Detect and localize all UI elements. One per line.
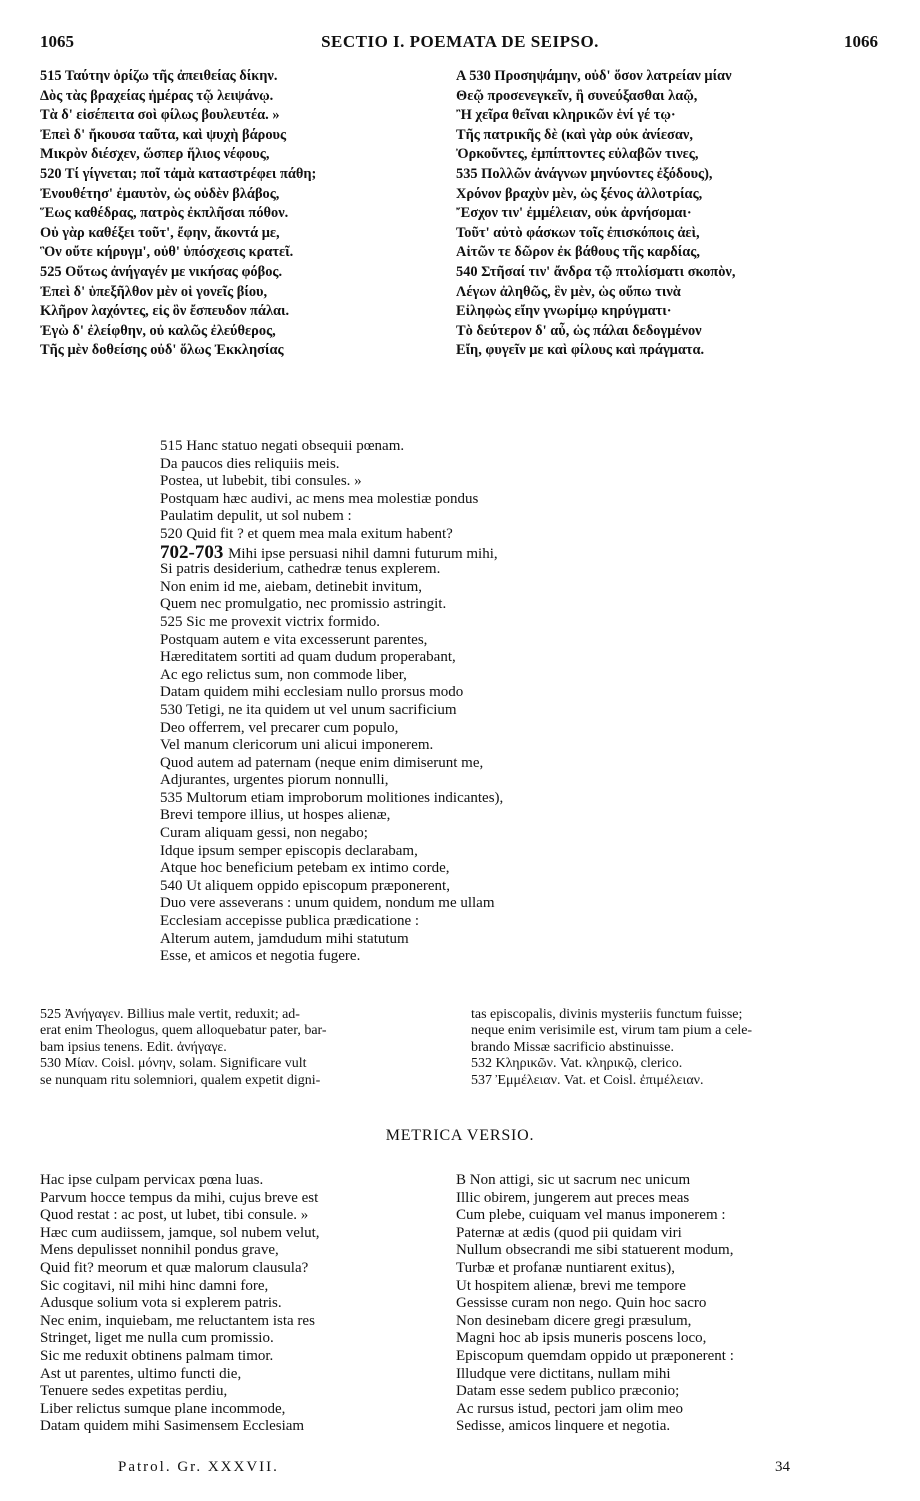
latin-line: 525 Sic me provexit victrix formido. <box>160 613 380 630</box>
verse-line: Datam quidem mihi Sasimensem Ecclesiam <box>40 1418 305 1435</box>
latin-line: Hæreditatem sortiti ad quam dudum properabant, <box>160 649 456 666</box>
greek-line: Οὐ γὰρ καθέξει τοῦτ', ἔφην, ἄκοντά με, <box>40 224 280 241</box>
verse-line: Adusque solium vota si explerem patris. <box>40 1295 282 1312</box>
page-number-right: 1066 <box>844 32 878 51</box>
greek-line: Ὃν οὔτε κήρυγμ', οὐθ' ὑπόσχεσις κρατεῖ. <box>40 244 294 261</box>
footnote-line: 525 Ἀνήγαγεν. Billius male vertit, reduxit; ad- <box>40 1007 300 1022</box>
verse-line: Non desinebam dicere gregi præsulum, <box>456 1312 692 1329</box>
latin-line: Postea, ut lubebit, tibi consules. » <box>160 473 362 490</box>
column-marker: 702-703 <box>160 541 229 563</box>
footnote-line: 530 Μίαν. Coisl. μόνην, solam. Significare vult <box>40 1056 307 1072</box>
verse-line: Tenuere sedes expetitas perdiu, <box>40 1383 228 1400</box>
footnote-line: se nunquam ritu solemniori, qualem expetit digni- <box>40 1072 321 1088</box>
latin-line: Duo vere asseverans : unum quidem, nondum me ullam <box>160 895 495 912</box>
greek-line: 520 Τί γίγνεται; ποῖ τἀμὰ καταστρέφει πάθη; <box>40 165 317 182</box>
verse-line: Sic cogitavi, nil mihi hinc damni fore, <box>40 1277 269 1294</box>
greek-line: Τοῦτ' αὐτὸ φάσκων τοῖς ἐπισκόποις ἀεὶ, <box>456 224 700 241</box>
latin-line: Idque ipsum semper episcopis declarabam, <box>160 842 418 859</box>
latin-line: Adjurantes, urgentes piorum nonnulli, <box>160 772 389 789</box>
greek-line: 515 Ταύτην ὁρίζω τῆς ἀπειθείας δίκην. <box>40 68 278 84</box>
footnote-line: brando Missæ sacrificio abstinuisse. <box>471 1039 674 1055</box>
latin-line: Ac ego relictus sum, non commode liber, <box>160 666 407 683</box>
footnotes-right <box>471 1007 881 1089</box>
footer-source: Patrol. Gr. XXXVII. <box>118 1459 279 1475</box>
page-number-left: 1065 <box>40 32 74 51</box>
greek-line: Ἐνουθέτησ' ἐμαυτὸν, ὡς οὐδὲν βλάβος, <box>40 185 280 202</box>
latin-line: Deo offerrem, vel precarer cum populo, <box>160 719 399 736</box>
verse-line: Quod restat : ac post, ut lubet, tibi consule. » <box>40 1207 309 1224</box>
verse-line: Parvum hocce tempus da mihi, cujus breve est <box>40 1189 319 1206</box>
greek-line: Ἕως καθέδρας, πατρὸς ἐκπλῆσαι πόθον. <box>40 205 289 222</box>
footnote-line: bam ipsius tenens. Edit. ἀνήγαγε. <box>40 1039 227 1055</box>
latin-line: Ecclesiam accepisse publica prædicatione : <box>160 913 420 930</box>
metrical-version-left <box>40 1172 460 1436</box>
verse-line: Liber relictus sumque plane incommode, <box>40 1400 286 1417</box>
greek-line: Εἰληφὼς εἴην γνωρίμῳ κηρύγματι· <box>456 303 672 320</box>
latin-line: Alterum autem, jamdudum mihi statutum <box>160 930 409 947</box>
latin-line: Datam quidem mihi ecclesiam nullo prorsus modo <box>160 684 464 701</box>
latin-line: 530 Tetigi, ne ita quidem ut vel unum sacrificium <box>160 701 457 718</box>
verse-line: Ast ut parentes, ultimo functi die, <box>40 1365 242 1382</box>
latin-line: Quod autem ad paternam (neque enim dimiserunt me, <box>160 754 484 771</box>
latin-line: Brevi tempore illius, ut hospes alienæ, <box>160 807 391 824</box>
latin-line: 535 Multorum etiam improborum molitiones indicantes), <box>160 789 504 806</box>
verse-line: Ac rursus istud, pectori jam olim meo <box>456 1400 684 1417</box>
verse-line: Hæc cum audiissem, jamque, sol nubem velut, <box>40 1224 320 1241</box>
footnote-line: tas episcopalis, divinis mysteriis functum fuisse; <box>471 1007 743 1022</box>
greek-line: Ἔσχον τιν' ἐμμέλειαν, οὐκ ἀρνήσομαι· <box>456 205 692 222</box>
latin-line: Non enim id me, aiebam, detinebit invitum, <box>160 578 423 595</box>
latin-line: Postquam autem e vita excesserunt parentes, <box>160 631 428 648</box>
verse-line: Cum plebe, cuiquam vel manus imponerem : <box>456 1207 726 1224</box>
greek-line: Εἴη, φυγεῖν με καὶ φίλους καὶ πράγματα. <box>456 342 705 359</box>
verse-line: Mens depulisset nonnihil pondus grave, <box>40 1242 279 1259</box>
verse-line: Gessisse curam non nego. Quin hoc sacro <box>456 1295 707 1312</box>
footer-signature: 34 <box>775 1459 790 1475</box>
footnote-line: 532 Κληρικῶν. Vat. κληρικῷ, clerico. <box>471 1056 683 1072</box>
greek-line: Ἐπεὶ δ' ἤκουσα ταῦτα, καὶ ψυχὴ βάρους <box>40 126 287 143</box>
greek-line: Τῆς μὲν δοθείσης οὐδ' ὅλως Ἐκκλησίας <box>40 342 284 359</box>
greek-line: 535 Πολλῶν ἀνάγνων μηνύοντες ἐξόδους), <box>456 165 713 182</box>
greek-line: Λέγων ἀληθῶς, ἓν μὲν, ὡς οὔπω τινὰ <box>456 283 681 300</box>
greek-line: Κλῆρον λαχόντες, εἰς ὃν ἔσπευδον πάλαι. <box>40 303 290 320</box>
verse-line: Nec enim, inquiebam, me reluctantem ista res <box>40 1312 315 1329</box>
greek-line: Δὸς τὰς βραχείας ἡμέρας τῷ λειψάνῳ. <box>40 87 274 104</box>
greek-text-right-column <box>456 67 886 361</box>
greek-line: A 530 Προσηψάμην, οὐδ' ὅσον λατρείαν μίαν <box>456 68 732 84</box>
footnotes-left <box>40 1007 450 1089</box>
greek-line: Ἐπεὶ δ' ὑπεξῆλθον μὲν οἱ γονεῖς βίου, <box>40 283 268 300</box>
latin-translation <box>160 438 720 966</box>
verse-line: Stringet, liget me nulla cum promissio. <box>40 1330 274 1347</box>
greek-line: Ὀρκοῦντες, ἐμπίπτοντες εὐλαβῶν τινες, <box>456 146 699 163</box>
greek-line: Θεῷ προσενεγκεῖν, ἢ συνεύξασθαι λαῷ, <box>456 87 698 104</box>
greek-line: Τὰ δ' εἰσέπειτα σοὶ φίλως βουλευτέα. » <box>40 107 280 124</box>
greek-line: Χρόνον βραχὺν μὲν, ὡς ξένος ἀλλοτρίας, <box>456 185 703 202</box>
verse-line: Episcopum quemdam oppido ut præponerent : <box>456 1347 734 1364</box>
verse-line: Magni hoc ab ipsis muneris poscens loco, <box>456 1330 707 1347</box>
latin-line-text: Mihi ipse persuasi nihil damni futurum mihi, <box>228 545 498 562</box>
verse-line: Turbæ et profanæ nuntiarent exitus), <box>456 1259 676 1276</box>
latin-line: Postquam hæc audivi, ac mens mea molestiæ pondus <box>160 490 479 507</box>
latin-line <box>160 541 720 563</box>
greek-line: Αἰτῶν τε δῶρον ἐκ βάθους τῆς καρδίας, <box>456 244 700 261</box>
verse-line: Illic obirem, jungerem aut preces meas <box>456 1189 690 1206</box>
greek-line: Τῆς πατρικῆς δὲ (καὶ γὰρ οὐκ ἀνίεσαν, <box>456 126 693 143</box>
latin-line: Paulatim depulit, ut sol nubem : <box>160 508 352 525</box>
verse-line: Quid fit? meorum et quæ malorum clausula? <box>40 1259 309 1276</box>
latin-line: Quem nec promulgatio, nec promissio astringit. <box>160 596 447 613</box>
verse-line: Illudque vere dictitans, nullam mihi <box>456 1365 671 1382</box>
latin-line: 540 Ut aliquem oppido episcopum præponerent, <box>160 877 450 894</box>
footnote-line: erat enim Theologus, quem alloquebatur pater, bar- <box>40 1023 327 1039</box>
latin-line: Curam aliquam gessi, non negabo; <box>160 825 368 842</box>
footnote-line: neque enim verisimile est, virum tam pium a cele- <box>471 1023 753 1039</box>
latin-line: Atque hoc beneficium petebam ex intimo corde, <box>160 860 450 877</box>
latin-line: 520 Quid fit ? et quem mea mala exitum habent? <box>160 525 453 542</box>
footnote-line: 537 Ἐμμέλειαν. Vat. et Coisl. ἐπιμέλειαν. <box>471 1072 704 1088</box>
verse-line: Sic me reduxit obtinens palmam timor. <box>40 1347 274 1364</box>
metrical-version-right <box>456 1172 886 1436</box>
verse-line: Ut hospitem alienæ, brevi me tempore <box>456 1277 686 1294</box>
verse-line: Sedisse, amicos linquere et negotia. <box>456 1418 671 1435</box>
latin-line: Vel manum clericorum uni alicui imponerem. <box>160 737 434 754</box>
latin-line: Esse, et amicos et negotia fugere. <box>160 948 361 965</box>
latin-line: 515 Hanc statuo negati obsequii pœnam. <box>160 438 405 454</box>
latin-line: Si patris desiderium, cathedræ tenus explerem. <box>160 561 441 578</box>
latin-line: Da paucos dies reliquiis meis. <box>160 455 340 472</box>
verse-line: Paternæ at ædis (quod pii quidam viri <box>456 1224 682 1241</box>
greek-line: Ἐγὼ δ' ἐλείφθην, οὐ καλῶς ἐλεύθερος, <box>40 322 276 339</box>
greek-line: 540 Στῆσαί τιν' ἄνδρα τῷ πτολίσματι σκοπὸν, <box>456 263 736 280</box>
greek-line: 525 Οὕτως ἀνήγαγέν με νικήσας φόβος. <box>40 263 283 280</box>
verse-line: B Non attigi, sic ut sacrum nec unicum <box>456 1172 691 1188</box>
verse-line: Hac ipse culpam pervicax pœna luas. <box>40 1172 264 1188</box>
verse-line: Nullum obsecrandi me sibi statuerent modum, <box>456 1242 734 1259</box>
greek-line: Τὸ δεύτερον δ' αὖ, ὡς πάλαι δεδογμένον <box>456 322 702 339</box>
greek-line: Μικρὸν διέσχεν, ὥσπερ ἥλιος νέφους, <box>40 146 270 163</box>
running-title: SECTIO I. POEMATA DE SEIPSO. <box>321 32 599 51</box>
section-heading: METRICA VERSIO. <box>385 1127 535 1144</box>
greek-text-left-column <box>40 67 450 361</box>
verse-line: Datam esse sedem publico præconio; <box>456 1383 680 1400</box>
greek-line: Ἢ χεῖρα θεῖναι κληρικῶν ἑνί γέ τῳ· <box>456 107 676 124</box>
